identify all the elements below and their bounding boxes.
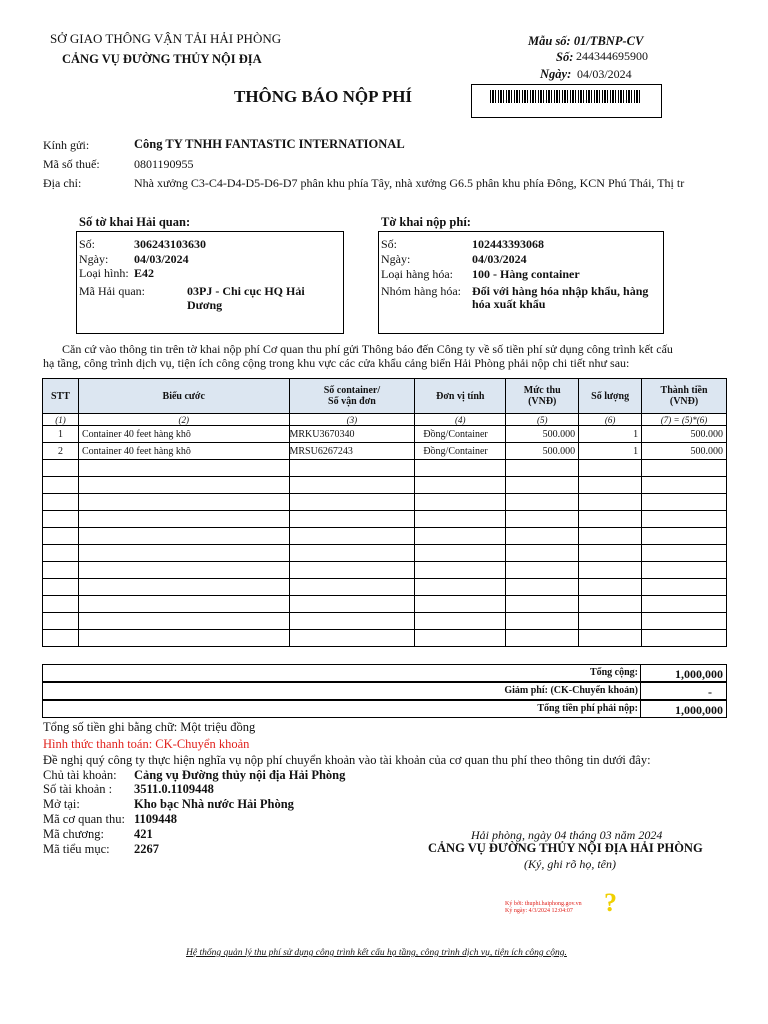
empty-row (43, 460, 727, 477)
col-stt: STT (43, 379, 79, 414)
empty-row (43, 579, 727, 596)
payable-value: 1,000,000 (675, 703, 723, 717)
fee-decl-date: 04/03/2024 (472, 252, 527, 266)
payment-request: Đề nghị quý công ty thực hiện nghĩa vụ nộp phí chuyển khoản vào tài khoản của cơ quan thu phí theo thông tin dưới đây: (43, 753, 651, 767)
empty-cell (642, 494, 727, 511)
payable-label: Tổng tiền phí phải nộp: (537, 703, 638, 714)
col-tariff: Biểu cước (78, 379, 289, 414)
payable-row (42, 700, 727, 718)
col-container-line1: Số container/ (323, 385, 381, 396)
row-amount: 500.000 (642, 426, 727, 443)
customs-office-label: Mã Hải quan: (79, 284, 145, 298)
empty-cell (43, 630, 79, 647)
intro-line-1: Căn cứ vào thông tin trên tờ khai nộp phí Cơ quan thu phí gửi Thông báo đến Công ty về số tiền phí sử dụng công trình kết cấu (62, 342, 673, 356)
sign-note: (Ký, ghi rõ họ, tên) (524, 857, 616, 871)
empty-cell (579, 477, 642, 494)
empty-cell (642, 460, 727, 477)
empty-cell (289, 562, 415, 579)
empty-cell (642, 545, 727, 562)
fee-decl-box (378, 231, 664, 334)
empty-cell (579, 494, 642, 511)
doc-number-label: Số: (556, 50, 574, 64)
empty-cell (43, 528, 79, 545)
chapter-code-label: Mã chương: (43, 827, 104, 841)
empty-row (43, 477, 727, 494)
empty-cell (579, 613, 642, 630)
bank: Kho bạc Nhà nước Hải Phòng (134, 797, 294, 811)
row-rate: 500.000 (506, 443, 579, 460)
recipient-label: Kính gửi: (43, 138, 90, 152)
empty-cell (415, 528, 506, 545)
signed-date: Ký ngày: 4/3/2024 12:04:07 (505, 908, 573, 914)
total-label: Tổng cộng: (589, 667, 638, 678)
empty-cell (579, 596, 642, 613)
unit-name: CẢNG VỤ ĐƯỜNG THỦY NỘI ĐỊA (62, 52, 262, 66)
discount-label: Giảm phí: (CK-Chuyển khoản) (504, 685, 638, 696)
doc-date-label: Ngày: (540, 67, 572, 81)
row-unit: Đồng/Container (415, 426, 506, 443)
empty-cell (289, 460, 415, 477)
row-unit: Đồng/Container (415, 443, 506, 460)
empty-cell (506, 613, 579, 630)
empty-cell (289, 494, 415, 511)
col-container-line2: Số vận đơn (328, 396, 376, 407)
empty-cell (579, 579, 642, 596)
empty-cell (579, 545, 642, 562)
col-qty: Số lượng (579, 379, 642, 414)
discount-row (42, 682, 727, 700)
customs-date-label: Ngày: (79, 252, 109, 266)
barcode-icon (490, 90, 640, 103)
tax-code-label: Mã số thuế: (43, 157, 100, 171)
customs-date: 04/03/2024 (134, 252, 189, 266)
empty-cell (78, 562, 289, 579)
empty-cell (415, 460, 506, 477)
empty-cell (506, 545, 579, 562)
customs-number: 306243103630 (134, 237, 206, 251)
table-row (43, 426, 727, 443)
empty-cell (415, 613, 506, 630)
empty-cell (78, 477, 289, 494)
empty-cell (642, 630, 727, 647)
recipient-name: Công TY TNHH FANTASTIC INTERNATIONAL (134, 137, 405, 151)
row-container: MRSU6267243 (289, 443, 415, 460)
row-tariff: Container 40 feet hàng khô (78, 443, 289, 460)
empty-cell (579, 528, 642, 545)
empty-cell (642, 477, 727, 494)
empty-cell (43, 562, 79, 579)
empty-cell (43, 545, 79, 562)
empty-row (43, 545, 727, 562)
empty-cell (506, 596, 579, 613)
empty-cell (289, 511, 415, 528)
empty-cell (415, 562, 506, 579)
empty-cell (642, 511, 727, 528)
total-value: 1,000,000 (675, 667, 723, 681)
fee-table (42, 378, 727, 647)
index-cell: (6) (579, 414, 642, 426)
empty-cell (579, 460, 642, 477)
empty-cell (289, 630, 415, 647)
empty-row (43, 511, 727, 528)
empty-cell (78, 613, 289, 630)
col-amount (642, 379, 727, 414)
empty-cell (78, 579, 289, 596)
col-rate-line1: Mức thu (523, 385, 561, 396)
index-row (43, 414, 727, 426)
tax-code: 0801190955 (134, 157, 194, 171)
col-container (289, 379, 415, 414)
customs-office-cont: Dương (187, 298, 223, 312)
empty-cell (642, 579, 727, 596)
empty-row (43, 596, 727, 613)
empty-cell (289, 596, 415, 613)
empty-cell (43, 477, 79, 494)
index-cell: (5) (506, 414, 579, 426)
goods-group-label: Nhóm hàng hóa: (381, 284, 461, 298)
index-cell: (7) = (5)*(6) (642, 414, 727, 426)
row-stt: 1 (43, 426, 79, 443)
page-title: THÔNG BÁO NỘP PHÍ (234, 87, 413, 106)
empty-cell (289, 545, 415, 562)
empty-cell (78, 528, 289, 545)
col-unit: Đơn vị tính (415, 379, 506, 414)
goods-type: 100 - Hàng container (472, 267, 580, 281)
sign-org: CẢNG VỤ ĐƯỜNG THỦY NỘI ĐỊA HẢI PHÒNG (428, 841, 703, 855)
address: Nhà xưởng C3-C4-D4-D5-D6-D7 phân khu phía Tây, nhà xưởng G6.5 phân khu phía Đông, KCN Phú Thái, Thị tr (134, 176, 685, 190)
empty-cell (43, 494, 79, 511)
customs-type: E42 (134, 266, 155, 280)
empty-cell (579, 562, 642, 579)
empty-cell (506, 460, 579, 477)
account-owner: Cảng vụ Đường thủy nội địa Hải Phòng (134, 768, 346, 782)
empty-cell (43, 613, 79, 630)
intro-line-2: hạ tầng, công trình dịch vụ, tiện ích công cộng trong khu vực các cửa khẩu cảng biển Hải Phòng phải nộp chi tiết như sau: (43, 356, 630, 370)
empty-cell (642, 596, 727, 613)
empty-cell (579, 511, 642, 528)
fee-decl-number-label: Số: (381, 237, 398, 251)
agency-code-label: Mã cơ quan thu: (43, 812, 125, 826)
fee-decl-title: Tờ khai nộp phí: (381, 215, 471, 229)
empty-cell (78, 511, 289, 528)
empty-cell (506, 528, 579, 545)
discount-value: - (708, 685, 712, 699)
col-rate (506, 379, 579, 414)
payment-method: Hình thức thanh toán: CK-Chuyển khoản (43, 737, 250, 751)
empty-cell (506, 494, 579, 511)
empty-row (43, 630, 727, 647)
customs-box (76, 231, 344, 334)
form-number: Mẫu số: 01/TBNP-CV (528, 34, 644, 48)
account-number: 3511.0.1109448 (134, 782, 214, 796)
row-qty: 1 (579, 426, 642, 443)
empty-cell (78, 460, 289, 477)
customs-title: Số tờ khai Hải quan: (79, 215, 191, 229)
doc-number: 244344695900 (576, 49, 648, 63)
empty-cell (289, 579, 415, 596)
index-cell: (3) (289, 414, 415, 426)
total-row (42, 664, 727, 682)
sign-date: Hải phòng, ngày 04 tháng 03 năm 2024 (471, 828, 663, 842)
empty-row (43, 613, 727, 630)
empty-cell (289, 528, 415, 545)
empty-cell (43, 579, 79, 596)
customs-office: 03PJ - Chi cục HQ Hải (187, 284, 305, 298)
signed-by: Ký bởi: thuphi.haiphong.gov.vn (505, 901, 582, 907)
signature-status-icon: ? (604, 888, 617, 917)
empty-cell (43, 511, 79, 528)
empty-cell (415, 494, 506, 511)
table-header-row (43, 379, 727, 414)
index-cell: (4) (415, 414, 506, 426)
agency-code: 1109448 (134, 812, 178, 826)
row-tariff: Container 40 feet hàng khô (78, 426, 289, 443)
subsection-code-label: Mã tiểu mục: (43, 842, 110, 856)
col-amount-line1: Thành tiền (660, 385, 708, 396)
empty-row (43, 562, 727, 579)
empty-cell (642, 613, 727, 630)
col-rate-line2: (VNĐ) (528, 396, 557, 407)
bank-label: Mở tại: (43, 797, 80, 811)
empty-cell (415, 545, 506, 562)
empty-cell (289, 613, 415, 630)
empty-cell (78, 596, 289, 613)
empty-cell (415, 579, 506, 596)
empty-cell (506, 477, 579, 494)
empty-cell (415, 630, 506, 647)
account-owner-label: Chủ tài khoản: (43, 768, 117, 782)
amount-in-words: Tổng số tiền ghi bằng chữ: Một triệu đồng (43, 720, 256, 734)
empty-cell (43, 460, 79, 477)
customs-type-label: Loại hình: (79, 266, 129, 280)
empty-cell (78, 630, 289, 647)
index-cell: (1) (43, 414, 79, 426)
row-container: MRKU3670340 (289, 426, 415, 443)
account-number-label: Số tài khoản : (43, 782, 113, 796)
empty-cell (506, 511, 579, 528)
col-amount-line2: (VNĐ) (669, 396, 699, 407)
footer-note: Hệ thống quản lý thu phí sử dụng công trình kết cấu hạ tầng, công trình dịch vụ, tiện ích công cộng. (186, 948, 567, 958)
row-amount: 500.000 (642, 443, 727, 460)
subsection-code: 2267 (134, 842, 159, 856)
empty-cell (506, 562, 579, 579)
doc-date: 04/03/2024 (577, 67, 632, 81)
row-qty: 1 (579, 443, 642, 460)
goods-group-cont: hóa xuất khẩu (472, 297, 546, 311)
fee-decl-number: 102443393068 (472, 237, 544, 251)
goods-group: Đối với hàng hóa nhập khẩu, hàng (472, 284, 649, 298)
empty-cell (642, 528, 727, 545)
org-name: SỞ GIAO THÔNG VẬN TẢI HẢI PHÒNG (50, 31, 282, 46)
row-stt: 2 (43, 443, 79, 460)
empty-cell (415, 596, 506, 613)
address-label: Địa chỉ: (43, 176, 82, 190)
empty-cell (78, 545, 289, 562)
empty-cell (289, 477, 415, 494)
chapter-code: 421 (134, 827, 153, 841)
row-rate: 500.000 (506, 426, 579, 443)
empty-cell (415, 511, 506, 528)
fee-decl-date-label: Ngày: (381, 252, 411, 266)
empty-cell (506, 579, 579, 596)
empty-cell (43, 596, 79, 613)
customs-number-label: Số: (79, 237, 96, 251)
empty-row (43, 528, 727, 545)
index-cell: (2) (78, 414, 289, 426)
empty-cell (506, 630, 579, 647)
empty-cell (415, 477, 506, 494)
empty-cell (78, 494, 289, 511)
empty-row (43, 494, 727, 511)
empty-cell (642, 562, 727, 579)
barcode (471, 84, 662, 118)
goods-type-label: Loại hàng hóa: (381, 267, 453, 281)
table-row (43, 443, 727, 460)
empty-cell (579, 630, 642, 647)
